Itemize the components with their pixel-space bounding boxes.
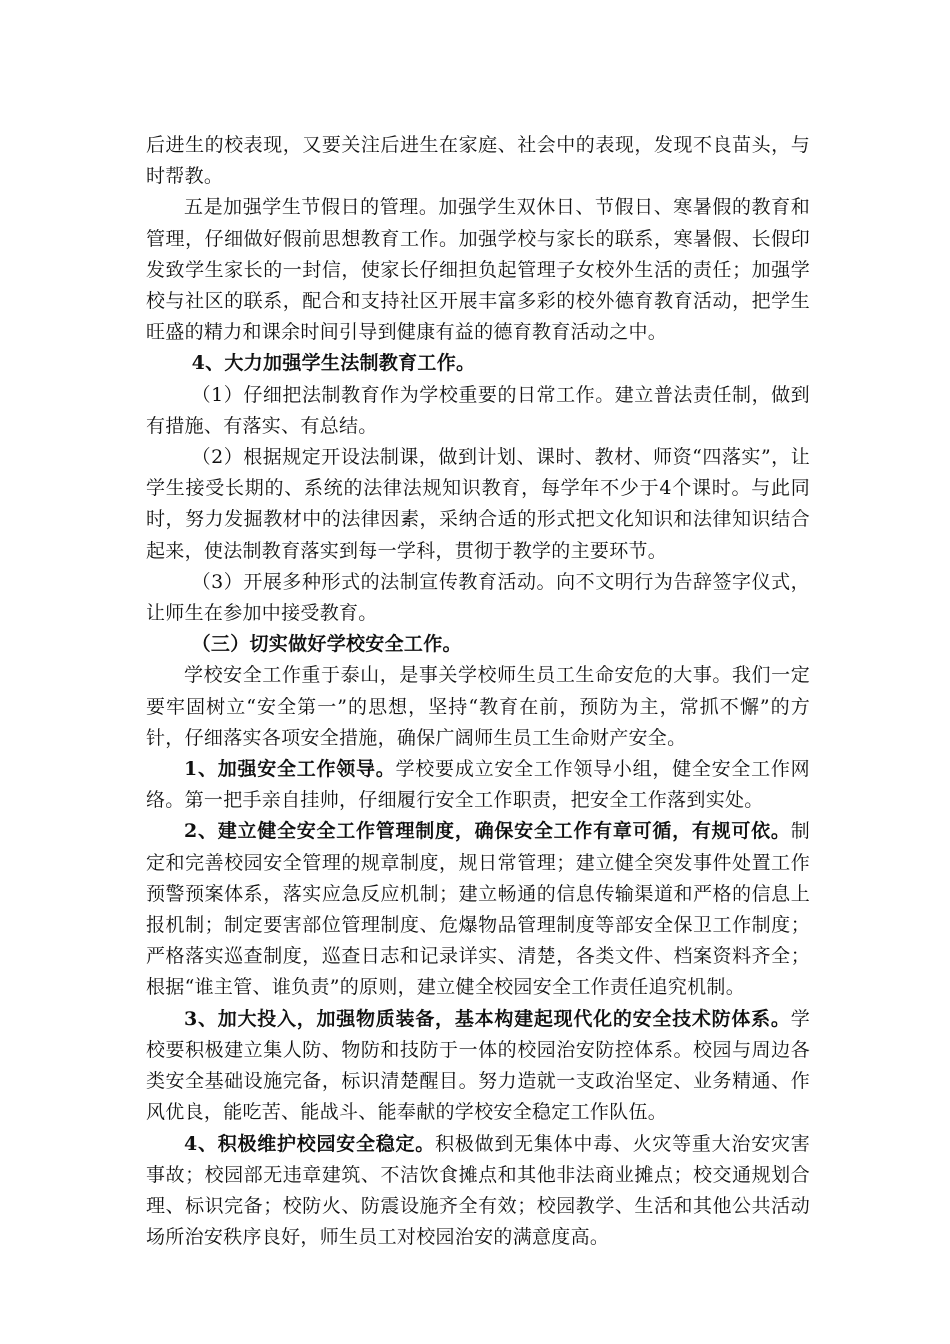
paragraph-text: （1）仔细把法制教育作为学校重要的日常工作。建立普法责任制，做到有措施、有落实、有总结。 xyxy=(146,383,810,437)
paragraph-lead: 3、加大投入，加强物质装备，基本构建起现代化的安全技术防体系。 xyxy=(184,1007,791,1030)
paragraph-safety-2 xyxy=(146,816,810,1003)
heading-legal-education xyxy=(146,348,810,379)
paragraph-legal-2 xyxy=(146,442,810,567)
paragraph-lead: 2、建立健全安全工作管理制度，确保安全工作有章可循，有规可依。 xyxy=(184,820,791,843)
heading-school-safety xyxy=(146,629,810,660)
paragraph-text: 学校要积极建立集人防、物防和技防于一体的校园治安防控体系。校园与周边各类安全基础设施完备，标识清楚醒目。努力造就一支政治坚定、业务精通、作风优良，能吃苦、能战斗、能奉献的学校安全稳定工作队伍。 xyxy=(146,1007,810,1124)
document-body xyxy=(146,130,810,1253)
paragraph-text: 学校要成立安全工作领导小组，健全安全工作网络。第一把手亲自挂帅，仔细履行安全工作职责，把安全工作落到实处。 xyxy=(146,758,810,812)
paragraph-text: 后进生的校表现，又要关注后进生在家庭、社会中的表现，发现不良苗头，与时帮教。 xyxy=(146,134,810,188)
paragraph-lead: 1、加强安全工作领导。 xyxy=(184,758,396,781)
paragraph-safety-intro xyxy=(146,660,810,754)
paragraph-continuation xyxy=(146,130,810,192)
paragraph-text: 五是加强学生节假日的管理。加强学生双休日、节假日、寒暑假的教育和管理，仔细做好假前思想教育工作。加强学校与家长的联系，寒暑假、长假印发致学生家长的一封信，使家长仔细担负起管理子女校外生活的责任；加强学校与社区的联系，配合和支持社区开展丰富多彩的校外德育教育活动，把学生旺盛的精力和课余时间引导到健康有益的德育教育活动之中。 xyxy=(146,196,810,344)
paragraph-holiday-management xyxy=(146,192,810,348)
paragraph-text: 制定和完善校园安全管理的规章制度，规日常管理；建立健全突发事件处置工作预警预案体系，落实应急反应机制；建立畅通的信息传输渠道和严格的信息上报机制；制定要害部位管理制度、危爆物品管理制度等部安全保卫工作制度；严格落实巡查制度，巡查日志和记录详实、清楚，各类文件、档案资料齐全；根据“谁主管、谁负责”的原则，建立健全校园安全工作责任追究机制。 xyxy=(146,820,810,999)
paragraph-lead: 4、积极维护校园安全稳定。 xyxy=(184,1132,436,1155)
paragraph-legal-3 xyxy=(146,567,810,629)
paragraph-text: （3）开展多种形式的法制宣传教育活动。向不文明行为告辞签字仪式，让师生在参加中接受教育。 xyxy=(146,570,810,625)
paragraph-legal-1 xyxy=(146,380,810,442)
paragraph-text: （2）根据规定开设法制课，做到计划、课时、教材、师资“四落实”，让学生接受长期的、系统的法律法规知识教育，每学年不少于4个课时。与此同时，努力发掘教材中的法律因素，采纳合适的形式把文化知识和法律知识结合起来，使法制教育落实到每一学科，贯彻于教学的主要环节。 xyxy=(146,446,810,562)
paragraph-safety-3 xyxy=(146,1004,810,1129)
heading-text: 4、大力加强学生法制教育工作。 xyxy=(191,352,476,375)
paragraph-text: 学校安全工作重于泰山，是事关学校师生员工生命安危的大事。我们一定要牢固树立“安全第一”的思想，坚持“教育在前，预防为主，常抓不懈”的方针，仔细落实各项安全措施，确保广阔师生员工生命财产安全。 xyxy=(146,664,810,749)
paragraph-safety-4 xyxy=(146,1129,810,1254)
heading-text: （三）切实做好学校安全工作。 xyxy=(191,633,462,656)
paragraph-text: 积极做到无集体中毒、火灾等重大治安灾害事故；校园部无违章建筑、不洁饮食摊点和其他非法商业摊点；校交通规划合理、标识完备；校防火、防震设施齐全有效；校园教学、生活和其他公共活动场所治安秩序良好，师生员工对校园治安的满意度高。 xyxy=(146,1132,811,1249)
paragraph-safety-1 xyxy=(146,754,810,816)
